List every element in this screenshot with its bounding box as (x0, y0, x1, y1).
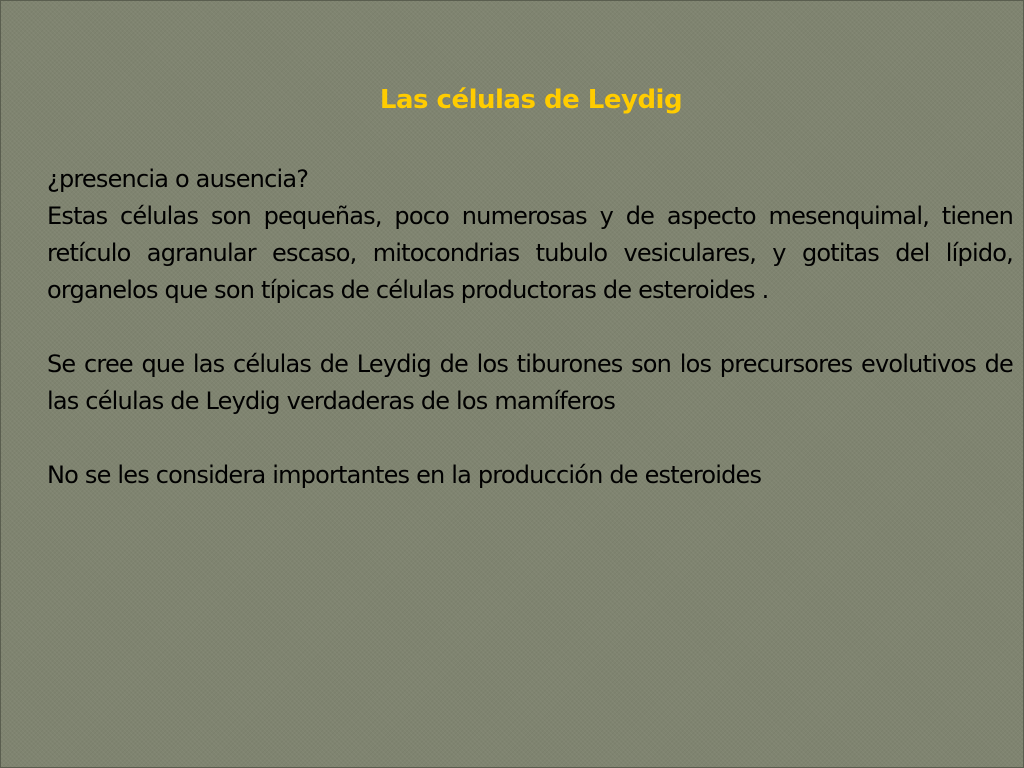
spacer (47, 309, 1013, 346)
slide-title: Las células de Leydig (379, 85, 683, 115)
slide-body (47, 161, 1013, 494)
paragraph-evolution: Se cree que las células de Leydig de los tiburones son los precursores evolutivos de las células de Leydig verdaderas de los mamíferos (47, 350, 1013, 415)
question-text: ¿presencia o ausencia? (47, 165, 309, 193)
spacer (47, 420, 1013, 457)
paragraph-conclusion: No se les considera importantes en la producción de esteroides (47, 461, 762, 489)
paragraph-description: Estas células son pequeñas, poco numerosas y de aspecto mesenquimal, tienen retículo agranular escaso, mitocondrias tubulo vesiculares, y gotitas del lípido, organelos que son típicas de células productoras de esteroides . (47, 202, 1013, 304)
